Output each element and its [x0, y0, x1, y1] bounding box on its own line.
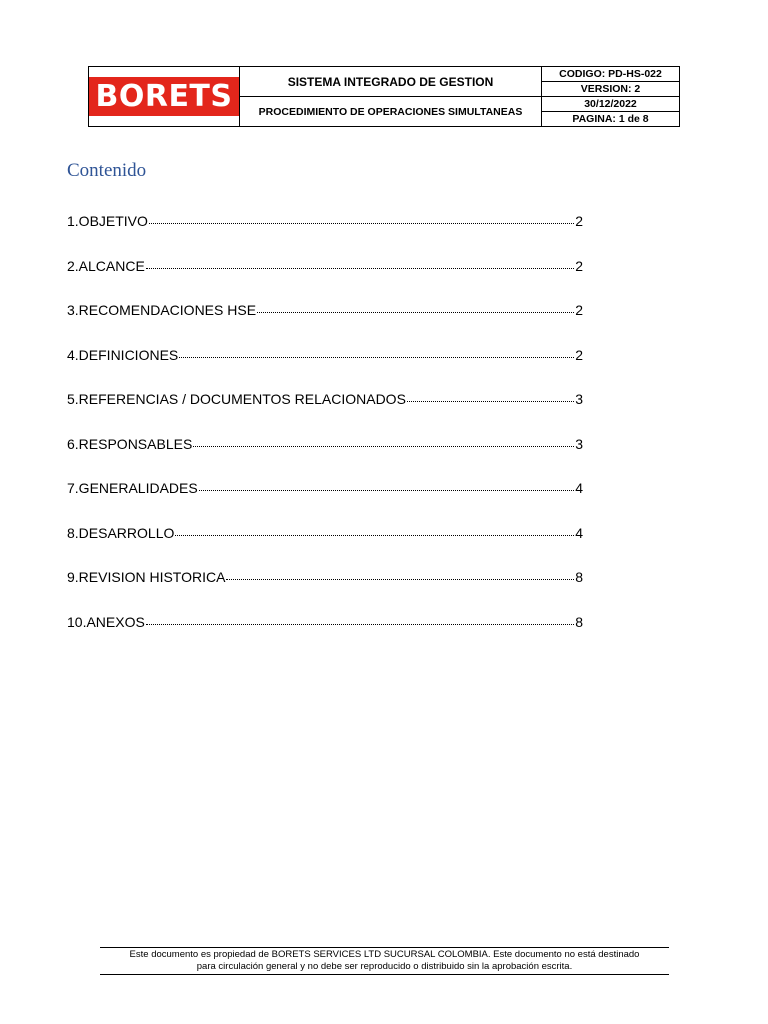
- toc-item-page: 2: [575, 346, 583, 363]
- toc-item-label: 9.REVISION HISTORICA: [67, 569, 226, 585]
- toc-item[interactable]: [67, 302, 583, 347]
- toc-item-label: 7.GENERALIDADES: [67, 480, 198, 496]
- document-version: VERSION: 2: [542, 82, 679, 97]
- toc-item-page: 3: [575, 435, 583, 452]
- toc-item[interactable]: [67, 391, 583, 436]
- table-of-contents: [67, 213, 583, 658]
- toc-leader-dots: [146, 612, 574, 625]
- footer-line: Este documento es propiedad de BORETS SERVICES LTD SUCURSAL COLOMBIA. Este documento no está destinado: [129, 949, 640, 960]
- toc-item-page: 4: [575, 524, 583, 541]
- toc-item-label: 5.REFERENCIAS / DOCUMENTOS RELACIONADOS: [67, 391, 406, 407]
- meta-cell: [542, 67, 679, 126]
- toc-item[interactable]: [67, 213, 583, 258]
- toc-leader-dots: [146, 256, 574, 269]
- toc-leader-dots: [175, 523, 574, 536]
- toc-item-page: 2: [575, 257, 583, 274]
- toc-item[interactable]: [67, 436, 583, 481]
- toc-item[interactable]: [67, 258, 583, 303]
- toc-leader-dots: [226, 567, 574, 580]
- toc-item-label: 4.DEFINICIONES: [67, 346, 179, 363]
- toc-item-page: 8: [575, 613, 583, 630]
- toc-item[interactable]: [67, 569, 583, 614]
- toc-heading: Contenido: [67, 160, 147, 181]
- toc-item-label: 10.ANEXOS: [67, 613, 145, 630]
- toc-leader-dots: [199, 478, 574, 491]
- footer-line: para circulación general y no debe ser reproducido o distribuido sin la aprobación escrita.: [196, 961, 573, 972]
- toc-item-page: 3: [575, 391, 583, 407]
- logo-cell: [89, 67, 240, 126]
- toc-item-label: 6.RESPONSABLES: [67, 435, 193, 452]
- procedure-title: PROCEDIMIENTO DE OPERACIONES SIMULTANEAS: [258, 105, 523, 118]
- document-date: 30/12/2022: [542, 97, 679, 112]
- document-footer: [100, 947, 669, 975]
- toc-leader-dots: [407, 389, 574, 402]
- toc-item[interactable]: [67, 614, 583, 659]
- title-cell: [240, 67, 542, 126]
- document-header: [88, 66, 680, 127]
- toc-item[interactable]: [67, 347, 583, 392]
- toc-item-label: 3.RECOMENDACIONES HSE: [67, 302, 257, 318]
- borets-logo: BORETS: [89, 77, 238, 116]
- toc-item-page: 2: [575, 302, 583, 318]
- toc-item-label: 1.OBJETIVO: [67, 213, 148, 229]
- document-code: CODIGO: PD-HS-022: [542, 67, 679, 82]
- toc-item[interactable]: [67, 480, 583, 525]
- toc-item-label: 8.DESARROLLO: [67, 524, 175, 541]
- toc-leader-dots: [257, 300, 574, 313]
- toc-item-page: 8: [575, 569, 583, 585]
- system-title: SISTEMA INTEGRADO DE GESTION: [240, 67, 541, 97]
- toc-leader-dots: [149, 211, 574, 224]
- toc-item-page: 4: [575, 480, 583, 496]
- toc-item[interactable]: [67, 525, 583, 570]
- toc-leader-dots: [193, 434, 574, 447]
- toc-item-page: 2: [575, 213, 583, 229]
- toc-item-label: 2.ALCANCE: [67, 257, 145, 274]
- page-number: PAGINA: 1 de 8: [572, 113, 649, 125]
- toc-leader-dots: [179, 345, 574, 358]
